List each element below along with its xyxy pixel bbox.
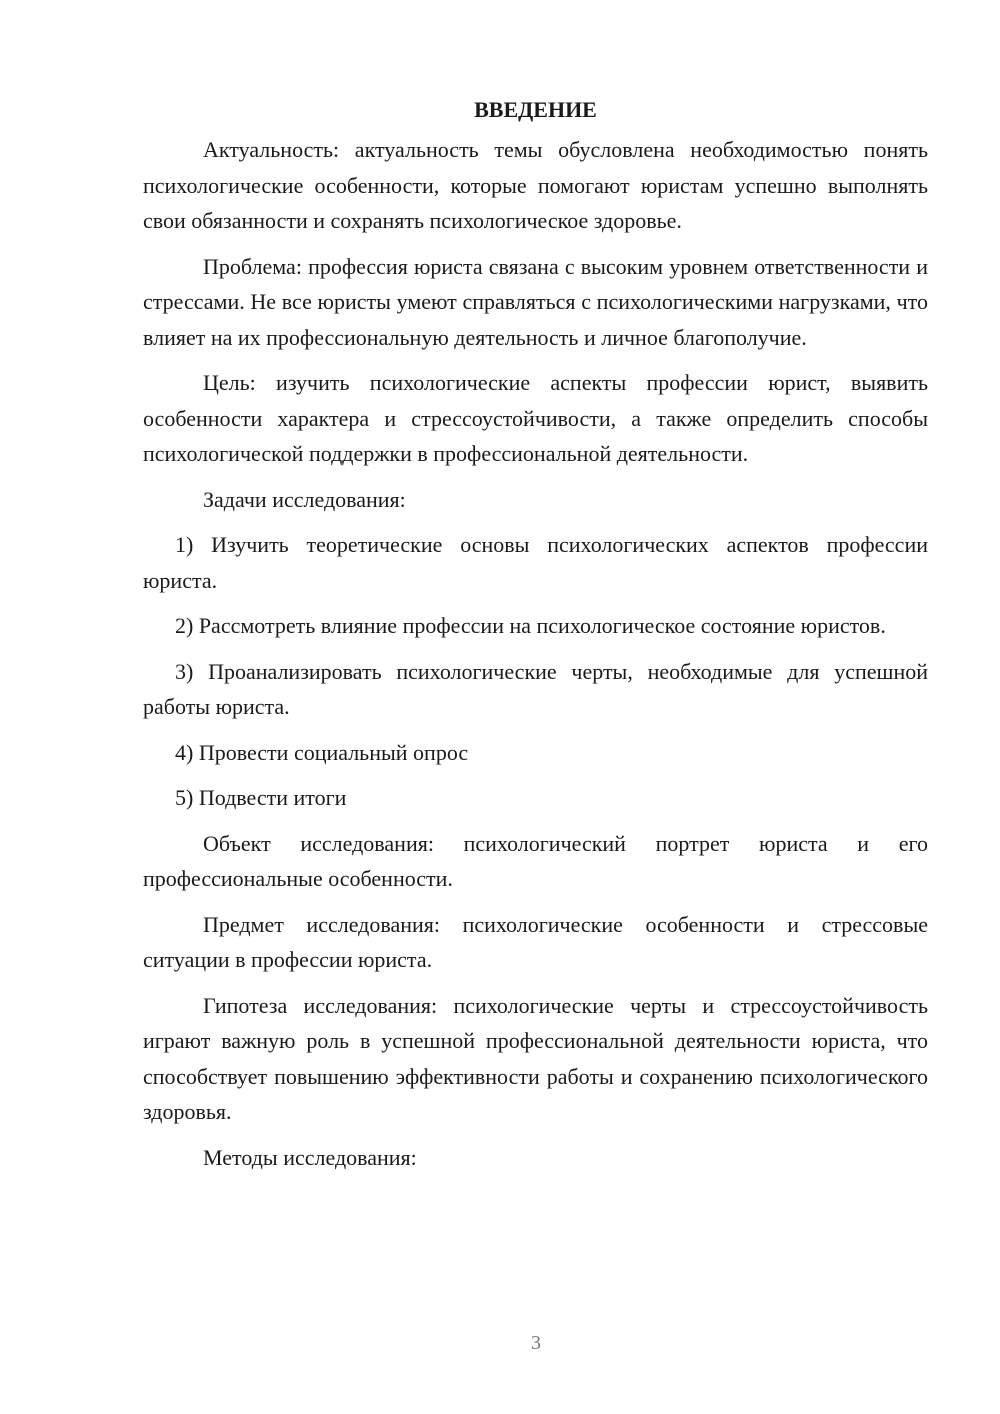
page-number: 3 [531,1332,541,1354]
goal-paragraph: Цель: изучить психологические аспекты профессии юрист, выявить особенности характера и стрессоустойчивости, а также определить способы психологической поддержки в профессиональной деятельности. [143,370,928,466]
task-item: 1) Изучить теоретические основы психологических аспектов профессии юриста. [143,532,928,593]
tasks-heading: Задачи исследования: [203,486,406,512]
task-item: 5) Подвести итоги [175,785,347,810]
relevance-paragraph: Актуальность: актуальность темы обусловлена необходимостью понять психологические особенности, которые помогают юристам успешно выполнять свои обязанности и сохранять психологическое здоровье. [143,137,928,233]
task-item: 3) Проанализировать психологические черты, необходимые для успешной работы юриста. [143,658,928,719]
problem-paragraph: Проблема: профессия юриста связана с высоким уровнем ответственности и стрессами. Не все юристы умеют справляться с психологическими нагрузками, что влияет на их профессиональную деятельность и личное благополучие. [143,253,928,350]
task-item: 2) Рассмотреть влияние профессии на психологическое состояние юристов. [175,613,886,638]
document-page [143,92,928,1185]
hypothesis-paragraph: Гипотеза исследования: психологические черты и стрессоустойчивость играют важную роль в успешной профессиональной деятельности юриста, что способствует повышению эффективности работы и сохранению психологического здоровья. [143,992,928,1124]
task-item: 4) Провести социальный опрос [175,739,469,765]
section-heading: ВВЕДЕНИЕ [474,97,597,122]
subject-paragraph: Предмет исследования: психологические особенности и стрессовые ситуации в профессии юриста. [143,911,928,972]
methods-paragraph: Методы исследования: [203,1144,417,1170]
object-paragraph: Объект исследования: психологический портрет юриста и его профессиональные особенности. [143,830,928,891]
